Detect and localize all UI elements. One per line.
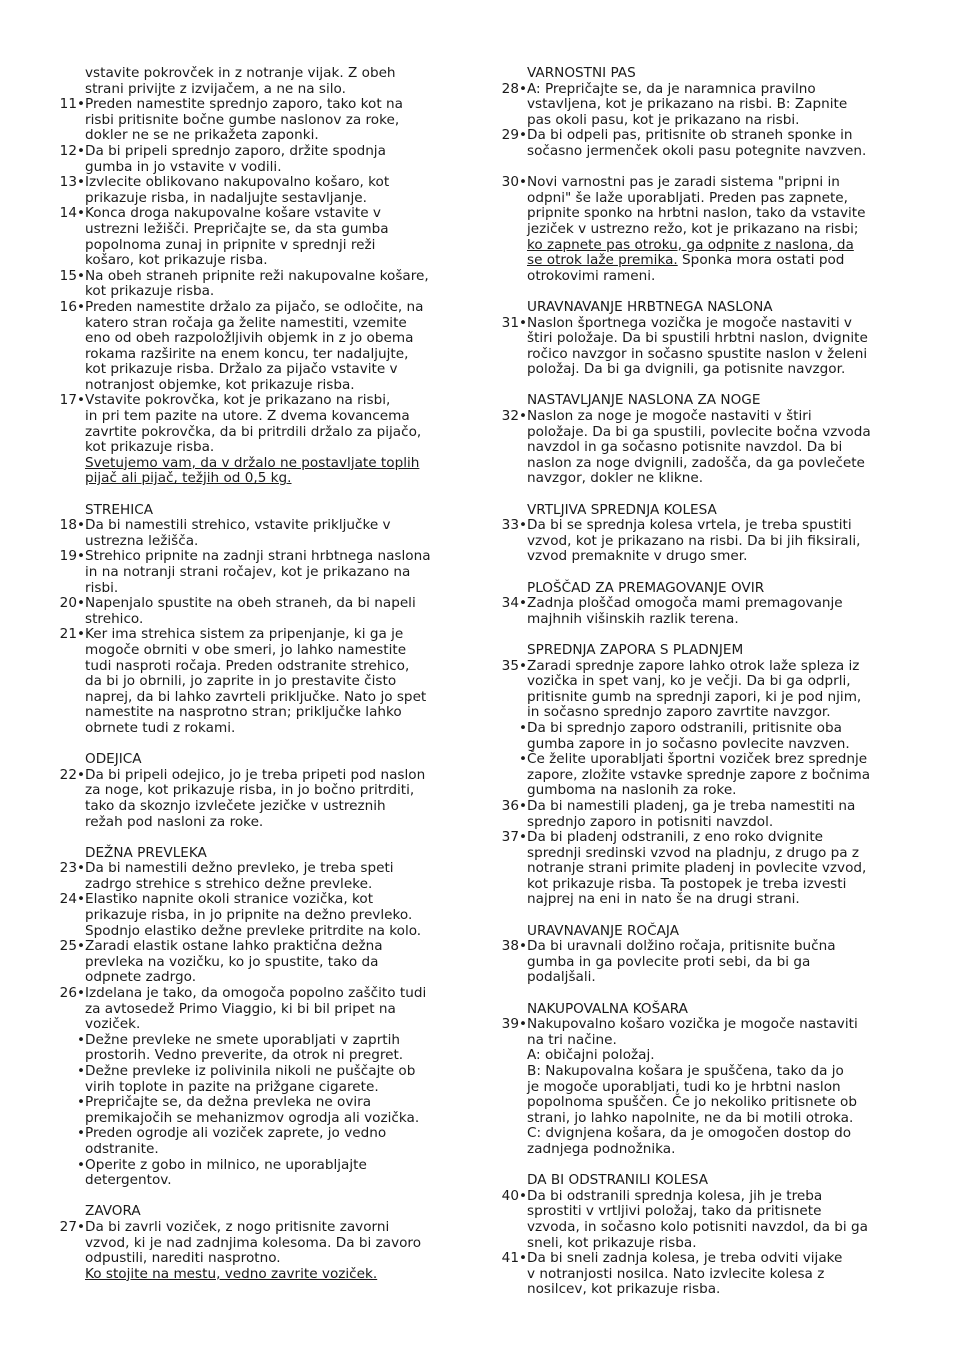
intro-text: vstavite pokrovček in z notranje vijak. Z obeh strani privijte z izvijačem, a ne na silo. <box>85 65 396 97</box>
list-item <box>492 160 902 285</box>
item-text: Zadnja ploščad omogoča mami premagovanje majhnih višinskih razlik terena. <box>527 595 843 627</box>
list-item <box>492 409 902 487</box>
list-item <box>50 300 460 394</box>
item-number: 19• <box>59 548 85 565</box>
item-number: • <box>76 1125 85 1142</box>
item-number: 35• <box>501 657 527 674</box>
items-list <box>50 1220 460 1267</box>
item-text: Zaradi sprednje zapore lahko otrok laže spleza iz vozička in spet vanj, ko je večji. Da bi ga odprli, pritisnite gumb na sprednji zapori, ki je pod njim, in sočasno sprednjo zaporo zavrtite navzgor. <box>527 657 862 721</box>
item-text: Izvlecite oblikovano nakupovalno košaro, kot prikazuje risba, in nadaljujte sestavljanje. <box>85 174 390 206</box>
item-30-text: Novi varnostni pas je zaradi sistema "pripni in odpni" še laže uporabljati. Preden pas zapnete, pripnite sponko na hrbtni naslon, tako da vstavite jeziček v ustrezno režo, kot je prikazano na risbi; <box>527 174 866 237</box>
list-item <box>492 659 902 721</box>
items-list <box>492 409 902 487</box>
item-text: Napenjalo spustite na obeh straneh, da bi napeli strehico. <box>85 595 416 627</box>
item-number: 28• <box>501 80 527 97</box>
items-list <box>492 659 902 909</box>
list-item <box>50 1033 460 1064</box>
list-item <box>492 1017 902 1157</box>
list-item <box>492 752 902 799</box>
item-number: 17• <box>59 392 85 409</box>
item-number: 29• <box>501 127 527 144</box>
item-number: 12• <box>59 142 85 159</box>
item-number: 25• <box>59 938 85 955</box>
list-item <box>50 986 460 1033</box>
list-item <box>50 768 460 830</box>
heading-strehica: STREHICA <box>85 501 153 518</box>
list-item <box>50 393 460 455</box>
item-number: • <box>518 719 527 736</box>
item-number: 20• <box>59 595 85 612</box>
heading-ploscad: PLOŠČAD ZA PREMAGOVANJE OVIR <box>527 579 765 596</box>
list-item <box>492 128 902 159</box>
list-item <box>50 596 460 627</box>
items-list <box>50 518 460 736</box>
item-number: 41• <box>501 1250 527 1267</box>
item-number: • <box>76 1156 85 1173</box>
heading-zavora: ZAVORA <box>85 1203 141 1220</box>
item-number: 26• <box>59 985 85 1002</box>
heading-sprednja-kolesa: VRTLJIVA SPREDNJA KOLESA <box>527 501 717 518</box>
list-item <box>492 82 902 129</box>
item-text: Preden namestite držalo za pijačo, se odločite, na katero stran ročaja ga želite namestiti, vzemite eno od obeh razpoložljivih objemk in z jo obema rokama razširite na enem koncu, ter nadaljujte, kot prikazuje risba. Držalo za pijačo vstavite v notranjost objemke, kot prikazuje risba. <box>85 298 424 393</box>
list-item <box>492 799 902 830</box>
list-item <box>492 1189 902 1251</box>
item-number: 23• <box>59 860 85 877</box>
item-number: 34• <box>501 595 527 612</box>
item-text: Da bi odpeli pas, pritisnite ob straneh sponke in sočasno jermenček okoli pasu potegnite navzven. <box>527 127 867 159</box>
heading-sprednja-zapora: SPREDNJA ZAPORA S PLADNJEM <box>527 641 744 658</box>
right-column <box>492 66 902 1298</box>
items-list <box>50 861 460 1188</box>
item-number: 40• <box>501 1187 527 1204</box>
list-item <box>50 518 460 549</box>
items-list <box>492 1017 902 1157</box>
list-item <box>50 892 460 939</box>
item-number: 37• <box>501 829 527 846</box>
note-drink-holder: Svetujemo vam, da v držalo ne postavljate toplih pijač ali pijač, težjih od 0,5 kg. <box>85 454 420 487</box>
item-number: 11• <box>59 96 85 113</box>
item-text: Dežne prevleke iz polivinila nikoli ne puščajte ob virih toplote in pazite na prižgane cigarete. <box>85 1063 416 1095</box>
item-text: Da bi namestili pladenj, ga je treba namestiti na sprednjo zaporo in potisniti navzdol. <box>527 797 856 830</box>
list-item <box>492 830 902 908</box>
item-number: 16• <box>59 298 85 315</box>
list-item <box>50 269 460 300</box>
list-item <box>492 518 902 565</box>
heading-naslon-za-noge: NASTAVLJANJE NASLONA ZA NOGE <box>527 392 761 409</box>
items-list <box>50 97 460 456</box>
item-text: Vstavite pokrovčka, kot je prikazano na risbi, in pri tem pazite na utore. Z dvema kovancema zavrtite pokrovčka, da bi pritrdili držalo za pijačo, kot prikazuje risba. <box>85 392 422 456</box>
item-text: Da bi odstranili sprednja kolesa, jih je treba sprostiti v vrtljivi položaj, tako da pritisnete vzvoda, in sočasno kolo potisniti navzdol, da bi ga sneli, kot prikazuje risba. <box>527 1187 868 1251</box>
list-item <box>492 939 902 986</box>
list-item <box>50 1220 460 1267</box>
item-number: • <box>76 1031 85 1048</box>
heading-nakupovalna-kosara: NAKUPOVALNA KOŠARA <box>527 1000 688 1017</box>
list-item <box>50 144 460 175</box>
heading-hrbtni-naslon: URAVNAVANJE HRBTNEGA NASLONA <box>527 298 773 315</box>
heading-odejica: ODEJICA <box>85 751 142 768</box>
items-list <box>492 518 902 565</box>
items-list <box>492 939 902 986</box>
item-text: Da bi pripeli odejico, jo je treba pripeti pod naslon za noge, kot prikazuje risba, in jo bočno pritrditi, tako da skoznjo izvlečete jezičke v ustreznih režah pod nasloni za roke. <box>85 766 426 830</box>
list-item <box>50 549 460 596</box>
item-number: 33• <box>501 517 527 534</box>
items-list <box>492 596 902 627</box>
item-number: • <box>76 1094 85 1111</box>
item-number: 36• <box>501 797 527 814</box>
item-text: Na obeh straneh pripnite reži nakupovalne košare, kot prikazuje risba. <box>85 267 429 300</box>
list-item <box>50 175 460 206</box>
item-text: A: Prepričajte se, da je naramnica pravilno vstavljena, kot je prikazano na risbi. B: Zapnite pas okoli pasu, kot je prikazano na risbi. <box>527 80 848 128</box>
item-number: 15• <box>59 267 85 284</box>
list-item <box>50 939 460 986</box>
item-text: Da bi zavrli voziček, z nogo pritisnite zavorni vzvod, ki je nad zadnjima kolesoma. Da bi zavoro odpustili, narediti nasprotno. <box>85 1218 422 1267</box>
left-column <box>50 66 460 1282</box>
list-item <box>492 596 902 627</box>
item-text: Da bi pladenj odstranili, z eno roko dvignite sprednji sredinski vzvod na pladnju, z drugo pa z notranje strani primite pladenj in povlecite vzvod, kot prikazuje risba. Ta postopek je treba izvesti najprej na eni in nato še na drugi strani. <box>527 829 867 908</box>
item-text: Da bi namestili dežno prevleko, je treba speti zadrgo strehice s strehico dežne prevleke. <box>85 860 394 892</box>
heading-dezna-prevleka: DEŽNA PREVLEKA <box>85 844 207 861</box>
item-text: Elastiko napnite okoli stranice vozička, kot prikazuje risba, in jo pripnite na dežno prevleko. Spodnjo elastiko dežne prevleke pritrdite na kolo. <box>85 891 422 939</box>
item-number: 18• <box>59 517 85 534</box>
item-text: Ker ima strehica sistem za pripenjanje, ki ga je mogoče obrniti v obe smeri, jo lahko namestite tudi nasproti ročaja. Preden odstranite strehico, da bi jo obrnili, jo zaprite in jo prestavite čisto naprej, da bi lahko zavrteli priključke. Nato jo spet namestite na nasprotno stran; priključke lahko obrnete tudi z rokami. <box>85 626 427 736</box>
list-item <box>50 1126 460 1157</box>
item-number: • <box>518 751 527 768</box>
note-brake: Ko stojite na mestu, vedno zavrite voziček. <box>85 1265 378 1282</box>
list-item <box>50 1158 460 1189</box>
item-number: 22• <box>59 766 85 783</box>
item-text: Naslon športnega vozička je mogoče nastaviti v štiri položaje. Da bi spustili hrbtni naslon, dvignite ročico navzgor in sočasno spustite naslon v želeni položaj. Da bi ga dvignili, ga potisnite navzgor. <box>527 314 868 378</box>
item-number: 27• <box>59 1218 85 1235</box>
item-text: Dežne prevleke ne smete uporabljati v zaprtih prostorih. Vedno preverite, da otrok ni pregret. <box>85 1031 404 1064</box>
item-number: 31• <box>501 314 527 331</box>
heading-varnostni-pas: VARNOSTNI PAS <box>527 65 636 81</box>
item-text: Izdelana je tako, da omogoča popolno zaščito tudi za avtosedež Primo Viaggio, ki bi bil pripet na voziček. <box>85 985 427 1033</box>
item-number: 14• <box>59 205 85 222</box>
item-text: Da bi namestili strehico, vstavite priključke v ustrezna ležišča. <box>85 517 391 549</box>
list-item <box>492 316 902 378</box>
item-text: Preden namestite sprednjo zaporo, tako kot na risbi pritisnite bočne gumbe naslonov za roke, dokler ne se ne prikažeta zaponki. <box>85 96 403 144</box>
list-item <box>50 627 460 736</box>
items-list <box>492 82 902 160</box>
item-30-underlined: ko zapnete pas otroku, ga odpnite z naslona, da se otrok laže premika. <box>527 236 854 269</box>
item-number: 13• <box>59 174 85 191</box>
item-number: 38• <box>501 938 527 955</box>
item-number: 24• <box>59 891 85 908</box>
item-text: Operite z gobo in milnico, ne uporabljajte detergentov. <box>85 1156 367 1189</box>
item-text: Konca droga nakupovalne košare vstavite v ustrezni ležišči. Prepričajte se, da sta gumba popolnoma zunaj in pripnite v sprednji reži košaro, kot prikazuje risba. <box>85 205 389 269</box>
list-item <box>50 1095 460 1126</box>
item-text: Da bi sneli zadnja kolesa, je treba odviti vijake v notranjosti nosilca. Nato izvlecite kolesa z nosilcev, kot prikazuje risba. <box>527 1250 843 1298</box>
list-item <box>492 721 902 752</box>
items-list <box>492 1189 902 1298</box>
heading-odstranili-kolesa: DA BI ODSTRANILI KOLESA <box>527 1172 709 1189</box>
item-text: Da bi se sprednja kolesa vrtela, je treba spustiti vzvod, kot je prikazano na risbi. Da bi jih fiksirali, vzvod premaknite v drugo smer. <box>527 517 861 565</box>
list-item <box>50 861 460 892</box>
list-item <box>50 206 460 268</box>
list-item <box>50 97 460 144</box>
item-number: 32• <box>501 408 527 425</box>
item-text: Prepričajte se, da dežna prevleka ne ovira premikajočih se mehanizmov ogrodja ali vozička. <box>85 1094 420 1126</box>
items-list <box>50 768 460 830</box>
item-30-tail: Sponka mora ostati pod otrokovimi rameni. <box>527 252 845 284</box>
item-number: 39• <box>501 1016 527 1033</box>
list-item <box>50 1064 460 1095</box>
item-text: Da bi sprednjo zaporo odstranili, pritisnite oba gumba zapore in jo sočasno povlecite navzven. <box>527 719 850 752</box>
item-text: Naslon za noge je mogoče nastaviti v štiri položaje. Da bi ga spustili, povlecite bočna vzvoda navzdol in ga sočasno potisnite navzdol. Da bi naslon za noge dvignili, zadošča, da ga povlečete navzgor, dokler ne klikne. <box>527 408 871 487</box>
item-number: 30• <box>501 174 527 191</box>
item-number: • <box>76 1063 85 1079</box>
items-list <box>492 316 902 378</box>
item-number: 21• <box>59 626 85 643</box>
item-text: Da bi pripeli sprednjo zaporo, držite spodnja gumba in jo vstavite v vodili. <box>85 142 386 175</box>
item-text: Če želite uporabljati športni voziček brez sprednje zapore, zložite vstavke sprednje zapore z bočnima gumboma na naslonih za roke. <box>527 751 871 799</box>
item-text: Preden ogrodje ali voziček zaprete, jo vedno odstranite. <box>85 1125 387 1157</box>
item-text: Zaradi elastik ostane lahko praktična dežna prevleka na vozičku, ko jo spustite, tako da odpnete zadrgo. <box>85 938 383 986</box>
heading-rocaj: URAVNAVANJE ROČAJA <box>527 922 679 939</box>
item-text: Nakupovalno košaro vozička je mogoče nastaviti na tri načine. A: običajni položaj. B: Nakupovalna košara je spuščena, tako da jo je mogoče uporabljati, tudi ko je hrbtni naslon popolnoma spuščen. Če jo nekoliko pritisnete ob strani, jo lahko napolnite, ne da bi motili otroka. C: dvignjena košara, da je omogočen dostop do zadnjega podnožnika. <box>527 1016 858 1157</box>
item-text: Strehico pripnite na zadnji strani hrbtnega naslona in na notranji strani ročajev, kot je prikazano na risbi. <box>85 548 431 596</box>
list-item <box>492 1251 902 1298</box>
item-text: Da bi uravnali dolžino ročaja, pritisnite bučna gumba in ga povlecite proti sebi, da bi ga podaljšali. <box>527 938 836 986</box>
